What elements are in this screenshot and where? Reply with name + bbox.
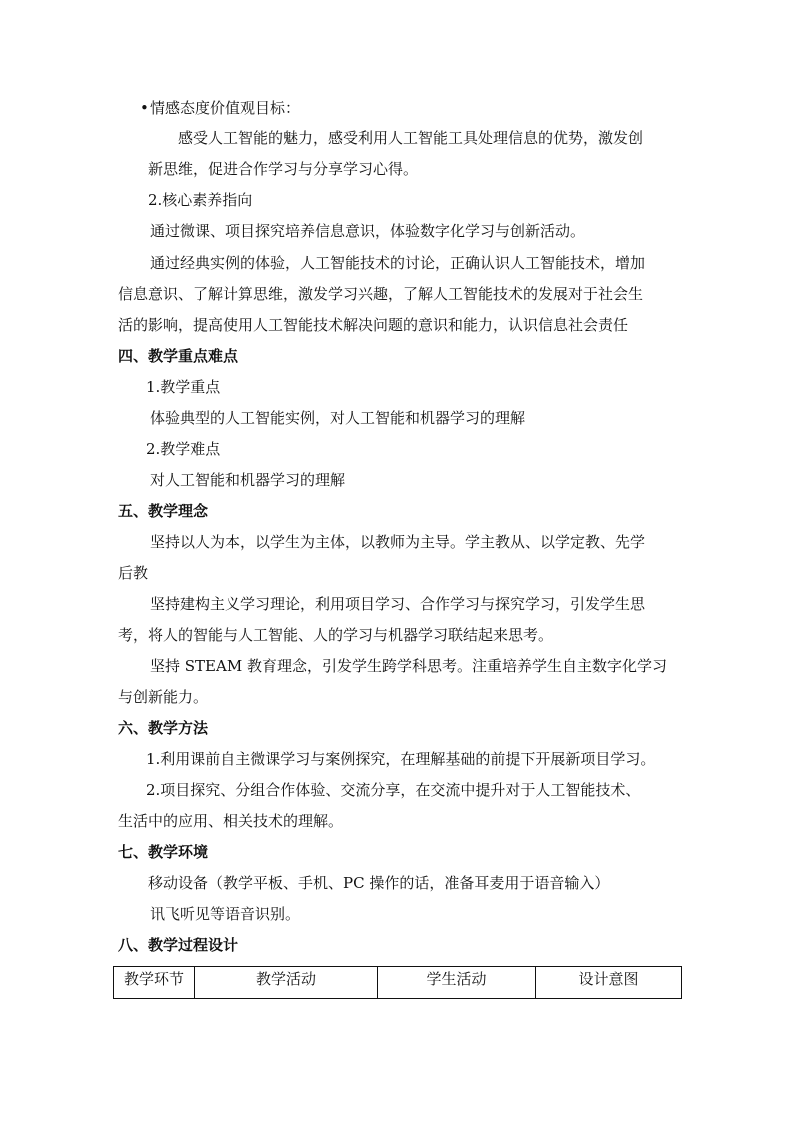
paragraph-line: 坚持建构主义学习理论，利用项目学习、合作学习与探究学习，引发学生思 <box>150 595 646 613</box>
paragraph-line: 新思维，促进合作学习与分享学习心得。 <box>148 160 419 178</box>
subheading-core-literacy: 2.核心素养指向 <box>148 191 253 209</box>
paragraph-line: 体验典型的人工智能实例，对人工智能和机器学习的理解 <box>150 409 526 427</box>
paragraph-line: 讯飞听见等语音识别。 <box>150 905 301 923</box>
paragraph-line: 信息意识、了解计算思维，激发学习兴趣，了解人工智能技术的发展对于社会生 <box>118 285 644 303</box>
table-header-cell: 教学环节 <box>114 967 195 999</box>
paragraph-line: 活的影响，提高使用人工智能技术解决问题的意识和能力，认识信息社会责任 <box>118 316 629 334</box>
subheading-difficulties: 2.教学难点 <box>146 440 221 458</box>
paragraph-line: 通过经典实例的体验，人工智能技术的讨论，正确认识人工智能技术，增加 <box>150 254 646 272</box>
table-header-cell: 设计意图 <box>536 967 682 999</box>
section-heading-7: 七、教学环境 <box>118 843 209 861</box>
table-header-cell: 学生活动 <box>378 967 536 999</box>
section-heading-5: 五、教学理念 <box>118 502 209 520</box>
subheading-affect-goals: 情感态度价值观目标： <box>150 99 301 117</box>
table-header-row <box>114 967 682 999</box>
paragraph-line: 1.利用课前自主微课学习与案例探究，在理解基础的前提下开展新项目学习。 <box>146 750 656 768</box>
paragraph-line: 坚持以人为本，以学生为主体，以教师为主导。学主教从、以学定教、先学 <box>150 533 646 551</box>
paragraph-line: 后教 <box>118 564 149 582</box>
table-header-cell: 教学活动 <box>195 967 378 999</box>
subheading-key-points: 1.教学重点 <box>146 378 221 396</box>
section-heading-4: 四、教学重点难点 <box>118 347 239 365</box>
bullet-dot: • <box>140 99 149 117</box>
paragraph-line: 2.项目探究、分组合作体验、交流分享，在交流中提升对于人工智能技术、 <box>146 781 641 799</box>
paragraph-line: 通过微课、项目探究培养信息意识，体验数字化学习与创新活动。 <box>150 222 586 240</box>
section-heading-8: 八、教学过程设计 <box>118 936 239 954</box>
paragraph-line: 坚持 STEAM 教育理念，引发学生跨学科思考。注重培养学生自主数字化学习 <box>150 657 667 675</box>
paragraph-line: 与创新能力。 <box>118 688 209 706</box>
section-heading-6: 六、教学方法 <box>118 719 209 737</box>
teaching-process-table <box>113 966 682 999</box>
paragraph-line: 对人工智能和机器学习的理解 <box>150 471 346 489</box>
paragraph-line: 移动设备（教学平板、手机、PC 操作的话，准备耳麦用于语音输入） <box>148 874 610 892</box>
paragraph-line: 考，将人的智能与人工智能、人的学习与机器学习联结起来思考。 <box>118 626 554 644</box>
paragraph-line: 感受人工智能的魅力，感受利用人工智能工具处理信息的优势，激发创 <box>178 129 644 147</box>
paragraph-line: 生活中的应用、相关技术的理解。 <box>118 812 344 830</box>
